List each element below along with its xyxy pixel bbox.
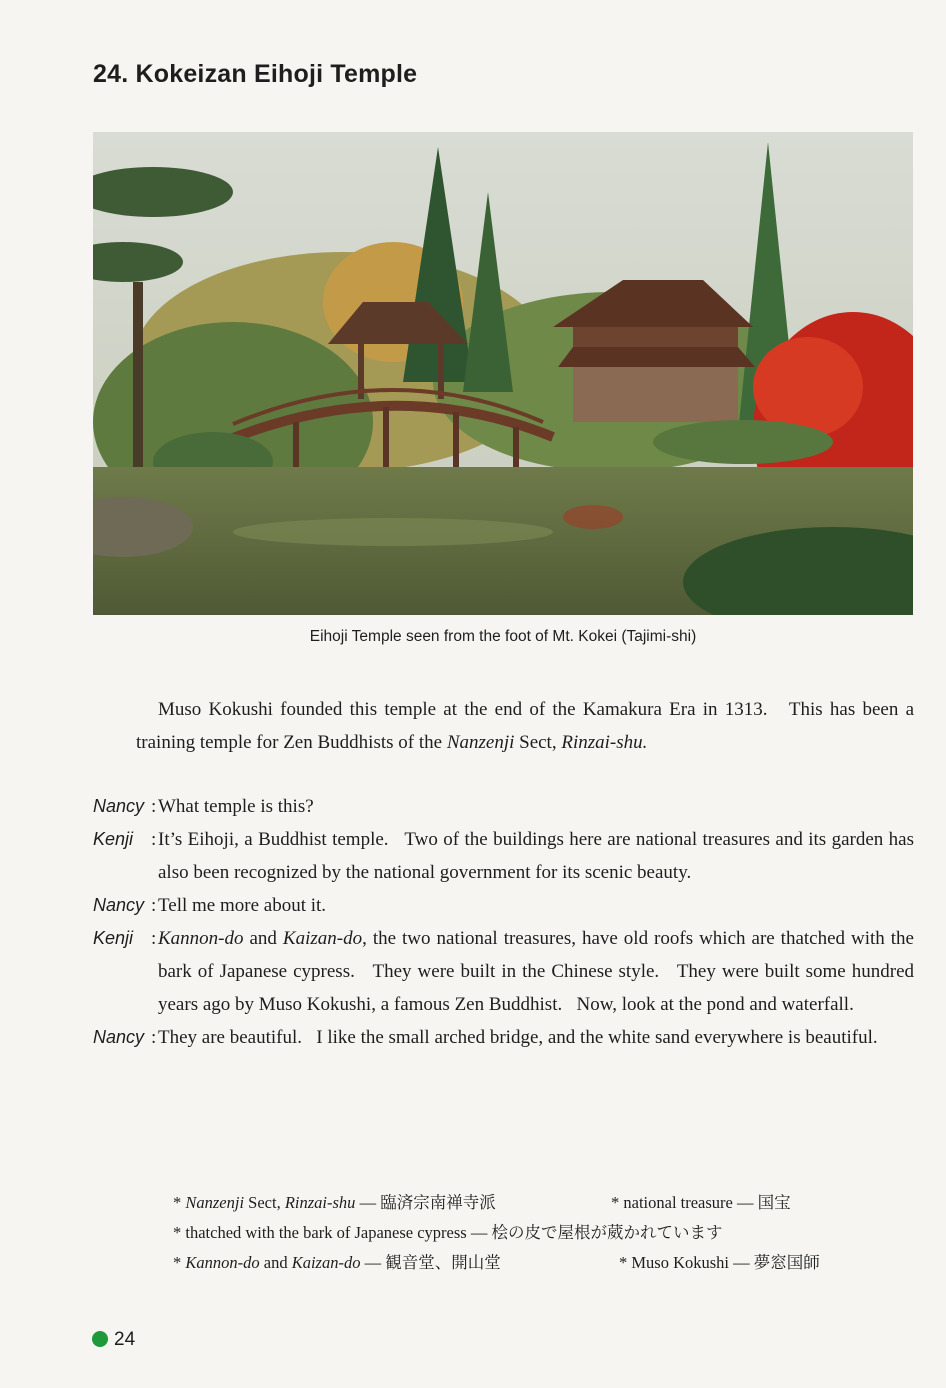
note-term: Nanzenji [185,1193,245,1212]
speech-text: They are beautiful. I like the small arched bridge, and the white sand everywhere is beautiful. [158,1027,878,1048]
note-nanzenji: * Nanzenji Sect, Rinzai-shu — 臨済宗南禅寺派 [173,1193,496,1212]
speech-text [158,922,914,1021]
intro-text-1: Muso Kokushi founded this temple at the end of the Kamakura Era in 1313. This has been a training temple for Zen Buddhists of the [136,699,914,753]
dialogue [93,790,914,1054]
term-kaizan-do: Kaizan-do [282,928,363,949]
green-dot-icon [92,1331,108,1347]
temple-garden-image [93,132,913,615]
note-term: Kannon-do [185,1253,260,1272]
dialogue-line: Nancy : They are beautiful. I like the small arched bridge, and the white sand everywhere is beautiful. [93,1021,914,1054]
speaker-name: Kenji [93,928,134,948]
note-text: thatched with the bark of Japanese cypress — 桧の皮で屋根が葳かれています [185,1223,723,1242]
note-text: — 臨済宗南禅寺派 [355,1193,496,1212]
dialogue-line: Kenji : Kannon-do and Kaizan-do, the two national treasures, have old roofs which are thatched with the bark of Japanese cypress. They were built in the Chinese style. They were built some hundred years ago by Muso Kokushi, a famous Zen Buddhist. Now, look at the pond and waterfall. [93,922,914,1021]
speech-and: and [243,928,283,949]
note-kannon-kaizan: * Kannon-do and Kaizan-do — 観音堂、開山堂 [173,1253,501,1272]
dialogue-line: Kenji : It’s Eihoji, a Buddhist temple. Two of the buildings here are national treasures and its garden has also been recognized by the national government for its scenic beauty. [93,823,914,889]
note-row [173,1188,893,1218]
speech-rest: , the two national treasures, have old roofs which are thatched with the bark of Japanese cypress. They were built in the Chinese style. They were built some hundred years ago by Muso Kokushi, a famous Zen Buddhist. Now, look at the pond and waterfall. [158,928,914,1015]
note-national-treasure: * national treasure — 国宝 [611,1193,791,1212]
vocabulary-notes [173,1188,893,1278]
note-row [173,1218,893,1248]
note-text: Sect, [244,1193,285,1212]
page-title: 24. Kokeizan Eihoji Temple [93,60,418,88]
note-muso-kokushi: * Muso Kokushi — 夢窓国師 [619,1253,820,1272]
speech-text: What temple is this? [158,796,314,817]
intro-text-2: Sect, [514,732,562,753]
speaker-name: Kenji [93,829,134,849]
speech-text: Tell me more about it. [158,895,327,916]
temple-photo [93,132,913,615]
note-term: Kaizan-do [291,1253,361,1272]
note-text: — 観音堂、開山堂 [360,1253,501,1272]
note-thatched: * thatched with the bark of Japanese cypress — 桧の皮で屋根が葳かれています [173,1223,723,1242]
page-number [92,1329,135,1351]
note-text: and [259,1253,292,1272]
dialogue-line: Nancy : What temple is this? [93,790,914,823]
note-text: Muso Kokushi — 夢窓国師 [631,1253,820,1272]
speaker-name: Nancy [93,895,145,915]
speech-text: It’s Eihoji, a Buddhist temple. Two of the buildings here are national treasures and its garden has also been recognized by the national government for its scenic beauty. [158,829,914,883]
speaker-name: Nancy [93,796,145,816]
note-row [173,1248,893,1278]
note-text: national treasure — 国宝 [623,1193,791,1212]
speaker-name: Nancy [93,1027,145,1047]
page-number-text: 24 [114,1329,136,1350]
photo-caption: Eihoji Temple seen from the foot of Mt. Kokei (Tajimi-shi) [309,628,697,645]
term-kannon-do: Kannon-do [158,928,244,949]
intro-nanzenji: Nanzenji [446,732,515,753]
note-term: Rinzai-shu [284,1193,356,1212]
dialogue-line: Nancy : Tell me more about it. [93,889,914,922]
intro-paragraph [136,693,914,759]
intro-rinzai: Rinzai-shu. [561,732,648,753]
